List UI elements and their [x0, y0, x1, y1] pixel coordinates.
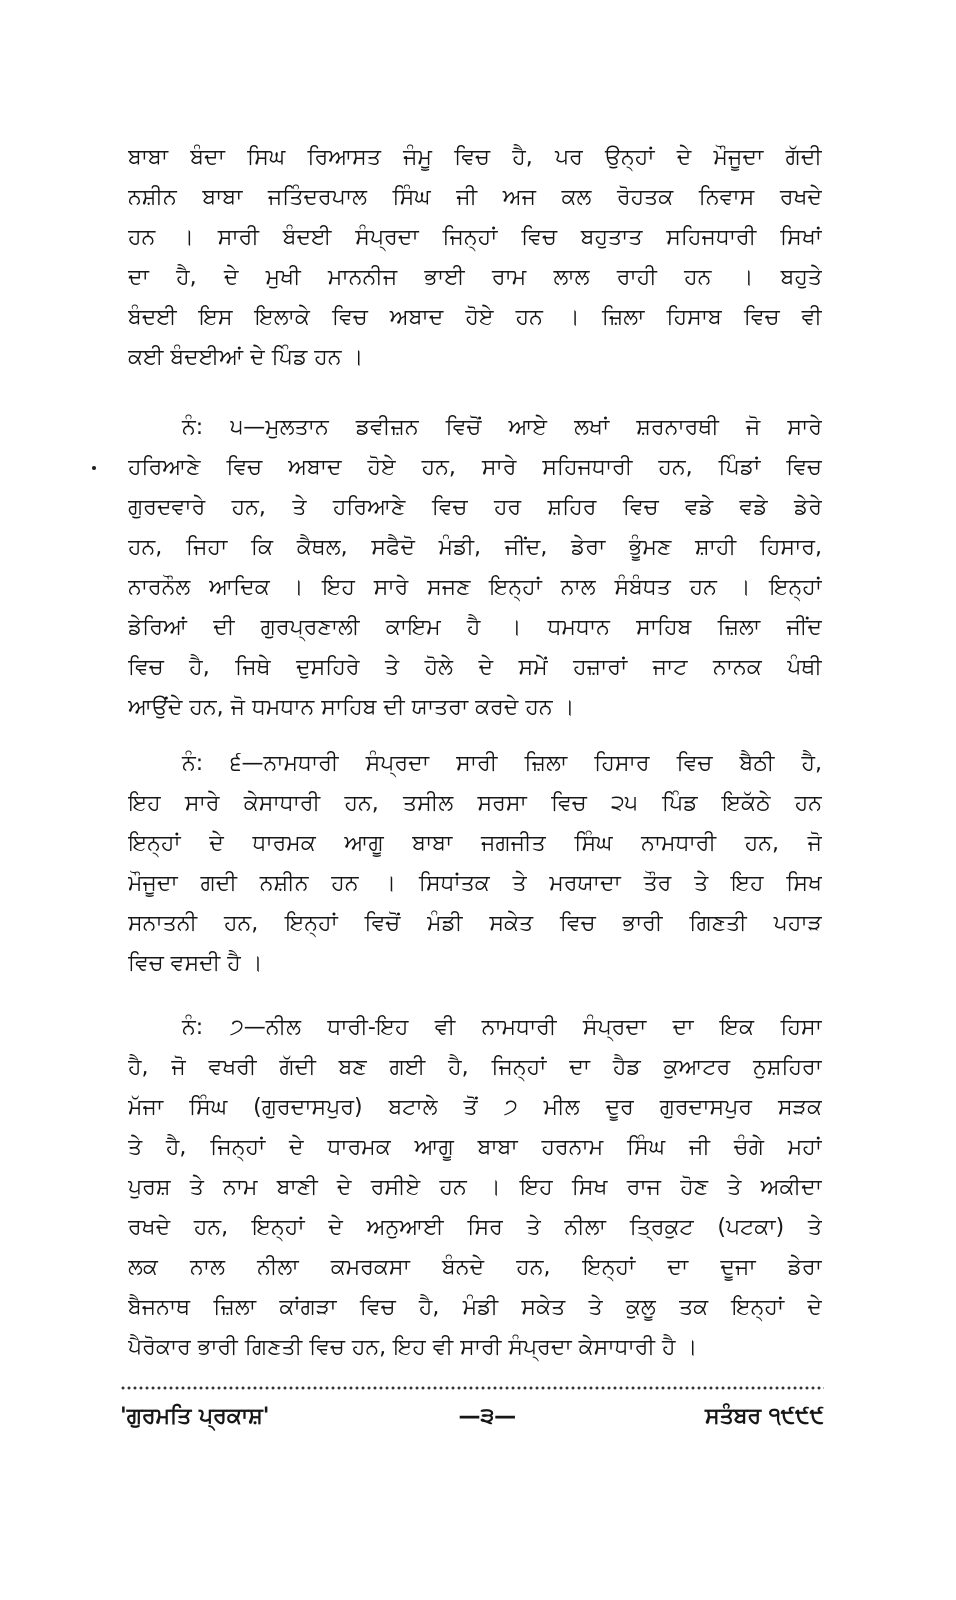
text-line: ਬੈਜਨਾਥ ਜ਼ਿਲਾ ਕਾਂਗੜਾ ਵਿਚ ਹੈ, ਮੰਡੀ ਸਕੇਤ ਤੇ ਕੁਲੂ ਤਕ ਇਨ੍ਹਾਂ ਦੇ — [128, 1295, 822, 1320]
text-line: ਵਿਚ ਵਸਦੀ ਹੈ । — [128, 951, 263, 976]
text-line: ਮੌਜੂਦਾ ਗਦੀ ਨਸ਼ੀਨ ਹਨ । ਸਿਧਾਂਤਕ ਤੇ ਮਰਯਾਦਾ ਤੌਰ ਤੇ ਇਹ ਸਿਖ — [128, 871, 822, 896]
text-line: ਤੇ ਹੈ, ਜਿਨ੍ਹਾਂ ਦੇ ਧਾਰਮਕ ਆਗੂ ਬਾਬਾ ਹਰਨਾਮ ਸਿੰਘ ਜੀ ਚੰਗੇ ਮਹਾਂ — [128, 1135, 822, 1160]
text-line: ਨਸ਼ੀਨ ਬਾਬਾ ਜਤਿੰਦਰਪਾਲ ਸਿੰਘ ਜੀ ਅਜ ਕਲ ਰੋਹਤਕ ਨਿਵਾਸ ਰਖਦੇ — [128, 185, 822, 210]
text-line: ਨੰ: ੬—ਨਾਮਧਾਰੀ ਸੰਪ੍ਰਦਾ ਸਾਰੀ ਜ਼ਿਲਾ ਹਿਸਾਰ ਵਿਚ ਬੈਠੀ ਹੈ, — [182, 751, 822, 776]
text-line: ਬੰਦਈ ਇਸ ਇਲਾਕੇ ਵਿਚ ਅਬਾਦ ਹੋਏ ਹਨ । ਜ਼ਿਲਾ ਹਿਸਾਬ ਵਿਚ ਵੀ — [128, 305, 822, 330]
text-line: ਹਨ । ਸਾਰੀ ਬੰਦਈ ਸੰਪ੍ਰਦਾ ਜਿਨ੍ਹਾਂ ਵਿਚ ਬਹੁਤਾਤ ਸਹਿਜਧਾਰੀ ਸਿਖਾਂ — [128, 225, 822, 250]
publication-name: 'ਗੁਰਮਤਿ ਪ੍ਰਕਾਸ਼' — [120, 1403, 270, 1429]
text-line: ਹਨ, ਜਿਹਾ ਕਿ ਕੈਥਲ, ਸਫੈਦੋ ਮੰਡੀ, ਜੀਂਦ, ਡੇਰਾ ਭੂੰਮਣ ਸ਼ਾਹੀ ਹਿਸਾਰ, — [128, 535, 822, 560]
text-line: ਦਾ ਹੈ, ਦੇ ਮੁਖੀ ਮਾਨਨੀਜ ਭਾਈ ਰਾਮ ਲਾਲ ਰਾਹੀ ਹਨ । ਬਹੁਤੇ — [128, 265, 822, 290]
paragraph-1 — [128, 138, 822, 378]
paragraph-3 — [128, 744, 822, 984]
text-line: ਰਖਦੇ ਹਨ, ਇਨ੍ਹਾਂ ਦੇ ਅਨੁਆਈ ਸਿਰ ਤੇ ਨੀਲਾ ਤ੍ਰਿਕੁਟ (ਪਟਕਾ) ਤੇ — [128, 1215, 822, 1240]
text-line: ਵਿਚ ਹੈ, ਜਿਥੇ ਦੁਸਹਿਰੇ ਤੇ ਹੋਲੇ ਦੇ ਸਮੇਂ ਹਜ਼ਾਰਾਂ ਜਾਟ ਨਾਨਕ ਪੰਥੀ — [128, 655, 822, 680]
text-line: ਹਰਿਆਣੇ ਵਿਚ ਅਬਾਦ ਹੋਏ ਹਨ, ਸਾਰੇ ਸਹਿਜਧਾਰੀ ਹਨ, ਪਿੰਡਾਂ ਵਿਚ — [128, 455, 822, 480]
text-line: ਹੈ, ਜੋ ਵਖਰੀ ਗੱਦੀ ਬਣ ਗਈ ਹੈ, ਜਿਨ੍ਹਾਂ ਦਾ ਹੈਡ ਕੁਆਟਰ ਨੁਸ਼ਹਿਰਾ — [128, 1055, 822, 1080]
text-line: ਡੇਰਿਆਂ ਦੀ ਗੁਰਪ੍ਰਣਾਲੀ ਕਾਇਮ ਹੈ । ਧਮਧਾਨ ਸਾਹਿਬ ਜ਼ਿਲਾ ਜੀਂਦ — [128, 615, 822, 640]
page-footer — [120, 1396, 824, 1436]
text-line: ਗੁਰਦਵਾਰੇ ਹਨ, ਤੇ ਹਰਿਆਣੇ ਵਿਚ ਹਰ ਸ਼ਹਿਰ ਵਿਚ ਵਡੇ ਵਡੇ ਡੇਰੇ — [128, 495, 822, 520]
page-number: —੩— — [458, 1403, 517, 1429]
text-line: ਇਹ ਸਾਰੇ ਕੇਸਾਧਾਰੀ ਹਨ, ਤਸੀਲ ਸਰਸਾ ਵਿਚ ੨੫ ਪਿੰਡ ਇਕੱਠੇ ਹਨ — [128, 791, 822, 816]
paragraph-4 — [128, 1008, 822, 1368]
issue-date: ਸਤੰਬਰ ੧੯੯੯ — [705, 1403, 824, 1429]
text-line: ਲਕ ਨਾਲ ਨੀਲਾ ਕਮਰਕਸਾ ਬੰਨਦੇ ਹਨ, ਇਨ੍ਹਾਂ ਦਾ ਦੂਜਾ ਡੇਰਾ — [128, 1255, 822, 1280]
text-line: ਬਾਬਾ ਬੰਦਾ ਸਿਘ ਰਿਆਸਤ ਜੰਮੂ ਵਿਚ ਹੈ, ਪਰ ਉਨ੍ਹਾਂ ਦੇ ਮੌਜੂਦਾ ਗੱਦੀ — [128, 145, 822, 170]
text-line: ਪੁਰਸ਼ ਤੇ ਨਾਮ ਬਾਣੀ ਦੇ ਰਸੀਏ ਹਨ । ਇਹ ਸਿਖ ਰਾਜ ਹੋਣ ਤੇ ਅਕੀਦਾ — [128, 1175, 822, 1200]
text-line: ਕਈ ਬੰਦਈਆਂ ਦੇ ਪਿੰਡ ਹਨ । — [128, 345, 364, 370]
footer-divider — [120, 1384, 824, 1392]
text-line: ਸਨਾਤਨੀ ਹਨ, ਇਨ੍ਹਾਂ ਵਿਚੋਂ ਮੰਡੀ ਸਕੇਤ ਵਿਚ ਭਾਰੀ ਗਿਣਤੀ ਪਹਾੜ — [128, 911, 822, 936]
paragraph-2 — [128, 408, 822, 728]
text-line: ਪੈਰੋਕਾਰ ਭਾਰੀ ਗਿਣਤੀ ਵਿਚ ਹਨ, ਇਹ ਵੀ ਸਾਰੀ ਸੰਪ੍ਰਦਾ ਕੇਸਾਧਾਰੀ ਹੈ । — [128, 1335, 698, 1360]
text-line: ਇਨ੍ਹਾਂ ਦੇ ਧਾਰਮਕ ਆਗੂ ਬਾਬਾ ਜਗਜੀਤ ਸਿੰਘ ਨਾਮਧਾਰੀ ਹਨ, ਜੋ — [128, 831, 822, 856]
text-line: ਮੱਜਾ ਸਿੰਘ (ਗੁਰਦਾਸਪੁਰ) ਬਟਾਲੇ ਤੋਂ ੭ ਮੀਲ ਦੂਰ ਗੁਰਦਾਸਪੁਰ ਸੜਕ — [128, 1095, 822, 1120]
stray-ink-dot — [92, 466, 96, 470]
text-line: ਨੰ: ੫—ਮੁਲਤਾਨ ਡਵੀਜ਼ਨ ਵਿਚੋਂ ਆਏ ਲਖਾਂ ਸ਼ਰਨਾਰਥੀ ਜੋ ਸਾਰੇ — [182, 415, 822, 440]
text-line: ਨਾਰਨੌਲ ਆਦਿਕ । ਇਹ ਸਾਰੇ ਸਜਣ ਇਨ੍ਹਾਂ ਨਾਲ ਸੰਬੰਧਤ ਹਨ । ਇਨ੍ਹਾਂ — [128, 575, 822, 600]
text-line: ਆਉਂਦੇ ਹਨ, ਜੋ ਧਮਧਾਨ ਸਾਹਿਬ ਦੀ ਯਾਤਰਾ ਕਰਦੇ ਹਨ । — [128, 695, 575, 720]
text-line: ਨੰ: ੭—ਨੀਲ ਧਾਰੀ-ਇਹ ਵੀ ਨਾਮਧਾਰੀ ਸੰਪ੍ਰਦਾ ਦਾ ਇਕ ਹਿਸਾ — [182, 1015, 822, 1040]
